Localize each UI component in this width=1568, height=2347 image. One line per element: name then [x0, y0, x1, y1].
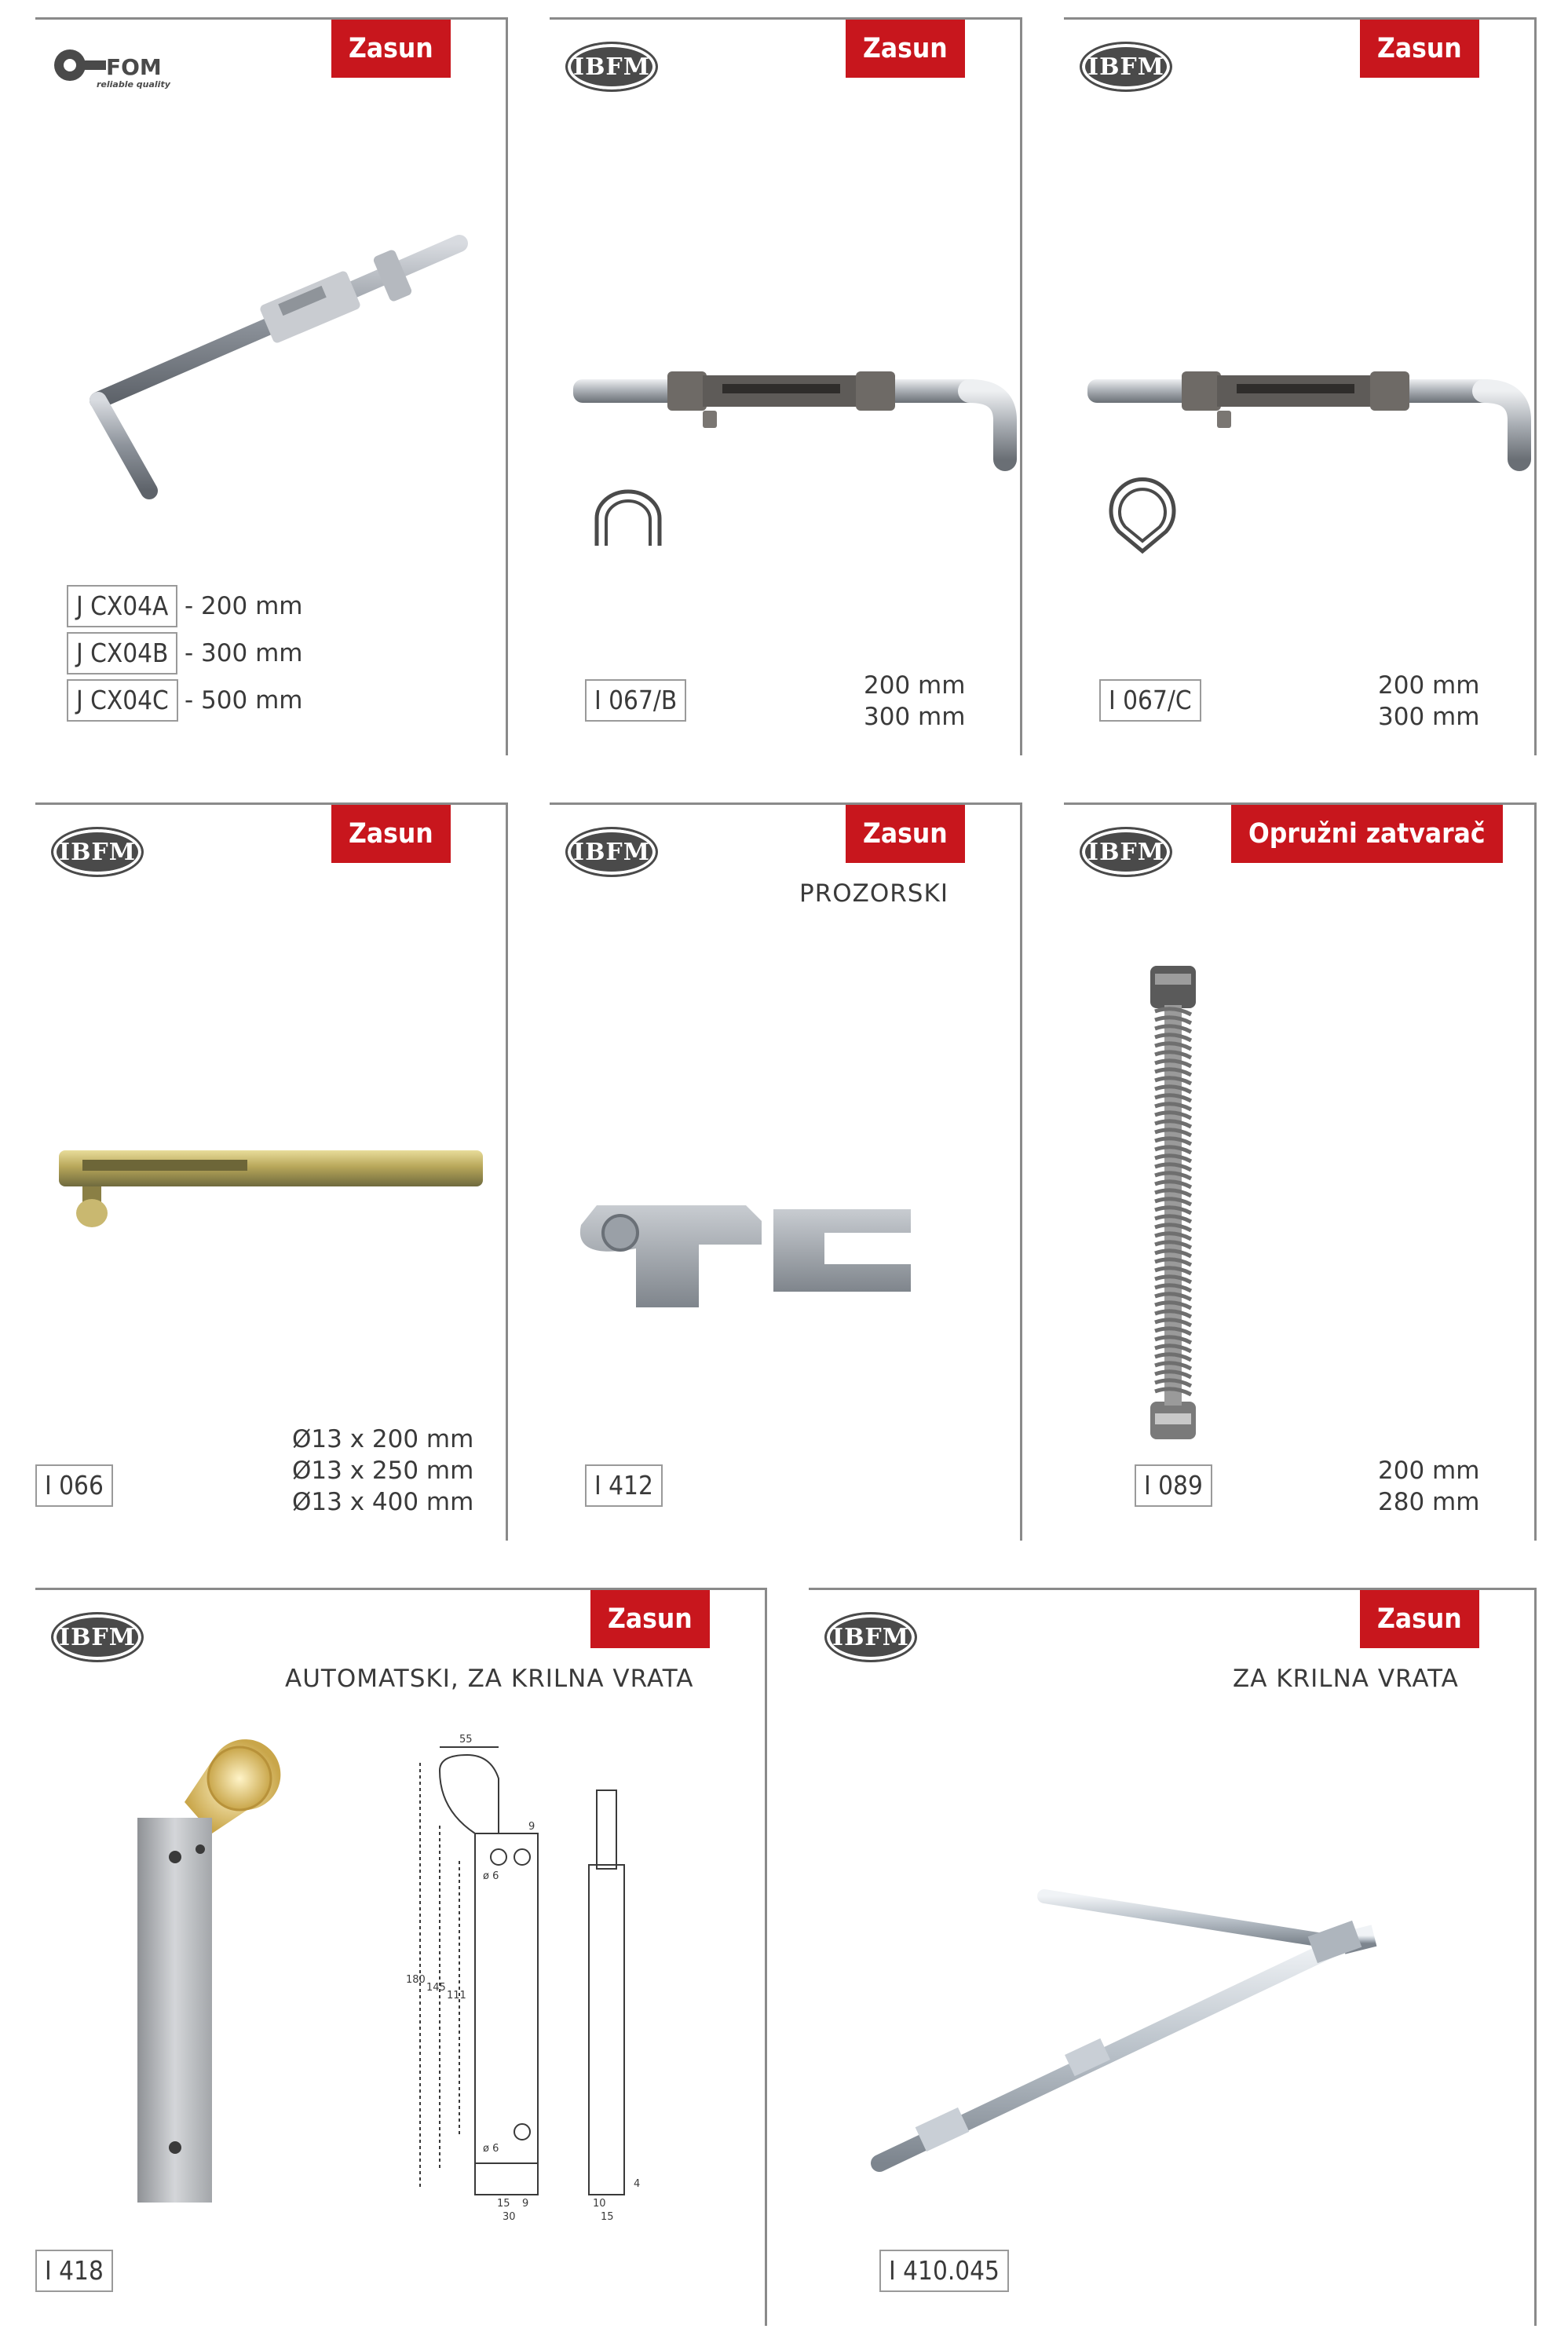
size-line: 280 mm	[1378, 1488, 1480, 1516]
ibfm-logo: IBFM	[1080, 827, 1172, 877]
product-card-i066	[35, 802, 508, 1541]
ibfm-logo: IBFM	[1080, 42, 1172, 92]
dim-label: 55	[459, 1734, 473, 1746]
product-card-i418	[35, 1588, 767, 2326]
product-sizes	[864, 670, 965, 733]
product-card-i089	[1064, 802, 1537, 1541]
product-card-i412	[550, 802, 1022, 1541]
product-code: I 410.045	[879, 2250, 1009, 2292]
badge-zasun: Zasun	[1360, 20, 1479, 78]
dim-label: ø 6	[483, 1870, 499, 1882]
product-code: J CX04B	[67, 632, 177, 674]
dim-label: 30	[503, 2211, 516, 2223]
ibfm-logo: IBFM	[51, 1612, 144, 1662]
badge-zasun: Zasun	[331, 20, 451, 78]
size-line: 300 mm	[864, 703, 966, 731]
badge-zasun: Zasun	[846, 20, 965, 78]
size-line: 200 mm	[1378, 671, 1480, 700]
product-code: J CX04C	[67, 679, 178, 722]
product-size: - 300 mm	[185, 639, 303, 667]
dim-label: 111	[447, 1990, 466, 2002]
product-code: I 066	[35, 1464, 113, 1507]
size-line: 200 mm	[864, 671, 966, 700]
dim-label: 15	[601, 2211, 614, 2223]
product-subtitle: ZA KRILNA VRATA	[1233, 1665, 1459, 1693]
badge-opruzni-zatvarac: Opružni zatvarač	[1231, 805, 1503, 863]
badge-zasun: Zasun	[331, 805, 451, 863]
product-card-jcx04	[35, 17, 508, 755]
bolt-jcx04-image	[51, 220, 514, 518]
size-line: Ø13 x 400 mm	[292, 1488, 474, 1516]
ibfm-logo: IBFM	[565, 42, 658, 92]
badge-zasun: Zasun	[846, 805, 965, 863]
dim-label: ø 6	[483, 2143, 499, 2155]
fom-key-icon	[53, 42, 202, 98]
product-code: I 067/B	[585, 679, 686, 722]
dim-label: 9	[528, 1821, 535, 1833]
ibfm-logo: IBFM	[51, 827, 144, 877]
product-code: I 089	[1135, 1464, 1212, 1507]
product-code: J CX04A	[67, 585, 177, 627]
product-size: - 200 mm	[185, 592, 303, 620]
dim-label: 15	[497, 2198, 510, 2210]
bolt-i066-image	[59, 1142, 499, 1245]
ibfm-logo: IBFM	[824, 1612, 917, 1662]
badge-zasun: Zasun	[590, 1590, 710, 1648]
size-line: 200 mm	[1378, 1457, 1480, 1485]
product-card-i067b	[550, 17, 1022, 755]
latch-i412-image	[565, 1190, 1005, 1315]
product-sizes	[1378, 670, 1479, 733]
dim-label: 9	[522, 2198, 529, 2210]
product-code: I 412	[585, 1464, 663, 1507]
badge-zasun: Zasun	[1360, 1590, 1479, 1648]
fom-logo	[53, 42, 202, 98]
size-line: 300 mm	[1378, 703, 1480, 731]
profile-round-icon	[589, 487, 667, 550]
profile-teardrop-icon	[1103, 477, 1182, 555]
product-code: I 067/C	[1099, 679, 1201, 722]
gate-bolt-i410045-image	[872, 1881, 1421, 2179]
product-sizes	[292, 1424, 473, 1518]
dim-label: 145	[426, 1982, 446, 1994]
bolt-i067c-image	[1080, 349, 1535, 475]
product-code: I 418	[35, 2250, 113, 2292]
technical-drawing-i418	[404, 1734, 687, 2223]
ibfm-logo: IBFM	[565, 827, 658, 877]
dim-label: 180	[406, 1974, 426, 1986]
product-card-i067c	[1064, 17, 1537, 755]
bolt-i067b-image	[565, 349, 1021, 475]
spring-closer-i089-image	[1135, 966, 1205, 1445]
dim-label: 10	[593, 2198, 606, 2210]
svg-text:FOM: FOM	[106, 54, 162, 80]
size-line: Ø13 x 200 mm	[292, 1425, 474, 1453]
product-subtitle: PROZORSKI	[799, 879, 948, 908]
product-card-i410045	[809, 1588, 1537, 2326]
auto-bolt-i418-image	[122, 1739, 302, 2210]
fom-tagline: reliable quality	[97, 79, 170, 90]
product-subtitle: AUTOMATSKI, ZA KRILNA VRATA	[285, 1665, 694, 1693]
product-sizes	[1378, 1455, 1479, 1518]
dim-label: 4	[634, 2178, 641, 2190]
product-size: - 500 mm	[185, 686, 303, 715]
size-line: Ø13 x 250 mm	[292, 1457, 474, 1485]
